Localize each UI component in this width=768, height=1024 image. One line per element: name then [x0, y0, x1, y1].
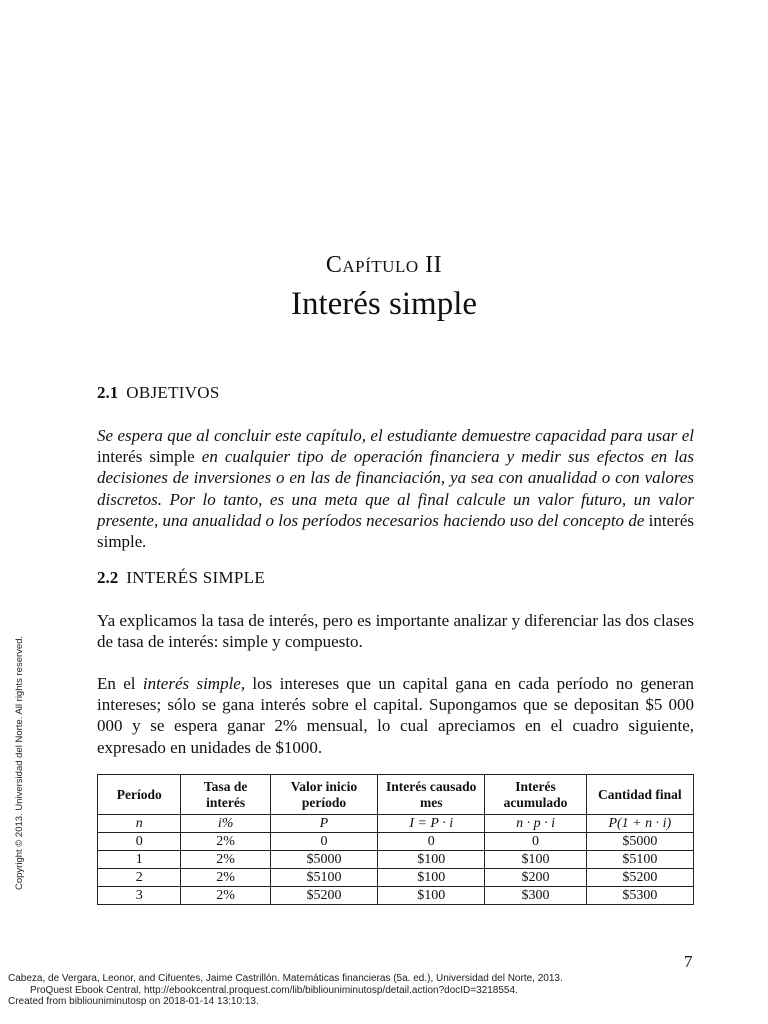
- table-cell: $100: [485, 851, 586, 869]
- table-cell: 3: [98, 887, 181, 905]
- table-cell: $200: [485, 869, 586, 887]
- footer-proquest-link: ProQuest Ebook Central, http://ebookcentral.proquest.com/lib/bibliouniminutosp/detail.action?docID=3218554.: [30, 985, 518, 996]
- header-periodo: Período: [98, 775, 181, 815]
- page-number: 7: [684, 952, 693, 971]
- en-el-text-1: En el: [97, 674, 143, 693]
- objetivos-term-2: interés simple: [97, 510, 694, 552]
- ya-explicamos-paragraph: Ya explicamos la tasa de interés, pero es importante analizar y diferenciar las dos clases de tasa de interés: simple y compuesto.: [97, 611, 694, 652]
- table-cell: 0: [270, 833, 377, 851]
- table-cell: $5000: [586, 833, 693, 851]
- header-cantidad-final: Cantidad final: [586, 775, 693, 815]
- table-cell: $100: [378, 887, 485, 905]
- side-copyright-notice: Copyright © 2013. Universidad del Norte. All rights reserved.: [14, 635, 25, 890]
- table-cell: n: [98, 815, 181, 833]
- table-cell: P(1 + n · i): [586, 815, 693, 833]
- objetivos-paragraph: [97, 425, 694, 552]
- interes-simple-paragraph: [97, 673, 694, 758]
- table-cell: 0: [378, 833, 485, 851]
- section-number: 2.1: [97, 383, 119, 402]
- header-interes-acumulado: Interés acumulado: [485, 775, 586, 815]
- table-cell: 2%: [181, 851, 270, 869]
- section-heading-objetivos: [97, 383, 220, 403]
- en-el-term: interés simple,: [142, 674, 246, 693]
- interest-table: [97, 774, 694, 905]
- table-cell: 2: [98, 869, 181, 887]
- table-cell: $5100: [586, 851, 693, 869]
- table-cell: $5200: [270, 887, 377, 905]
- table-cell: $5100: [270, 869, 377, 887]
- section-title: OBJETIVOS: [126, 383, 220, 402]
- table-cell: $5000: [270, 851, 377, 869]
- table-row: [98, 833, 694, 851]
- chapter-label: Capítulo II: [325, 252, 443, 278]
- objetivos-term-1: interés simple: [97, 447, 195, 467]
- table-row: [98, 851, 694, 869]
- footer-created: Created from bibliouniminutosp on 2018-01-14 13:10:13.: [8, 996, 259, 1007]
- table-row: [98, 869, 694, 887]
- objetivos-text-2: en cualquier tipo de operación financiera y medir sus efectos en las decisiones de inversiones o en las de financiación, ya sea con anualidad o con valores discretos. Por lo tanto, es una meta que al final calcule un valor futuro, un valor presente, una anualidad o los períodos necesarios haciendo uso del concepto de: [97, 447, 694, 530]
- table-cell: P: [270, 815, 377, 833]
- table-header-row: [98, 775, 694, 815]
- table-cell: $100: [378, 851, 485, 869]
- section-title: INTERÉS SIMPLE: [126, 568, 266, 587]
- table-cell: I = P · i: [378, 815, 485, 833]
- table-cell: 2%: [181, 887, 270, 905]
- header-interes-causado: Interés causado mes: [378, 775, 485, 815]
- footer-citation: Cabeza, de Vergara, Leonor, and Cifuentes, Jaime Castrillón. Matemáticas financieras (5a. ed.), Universidad del Norte, 2013.: [8, 973, 563, 984]
- section-heading-interes-simple: [97, 568, 265, 588]
- table-cell: 1: [98, 851, 181, 869]
- table-cell: $100: [378, 869, 485, 887]
- table-cell: i%: [181, 815, 270, 833]
- header-tasa: Tasa de interés: [181, 775, 270, 815]
- table-cell: $5300: [586, 887, 693, 905]
- table-cell: 2%: [181, 833, 270, 851]
- table-symbol-row: [98, 815, 694, 833]
- table-cell: 2%: [181, 869, 270, 887]
- chapter-title: Interés simple: [290, 286, 478, 322]
- table-row: [98, 887, 694, 905]
- table-cell: $5200: [586, 869, 693, 887]
- objetivos-text-1: Se espera que al concluir este capítulo, el estudiante demuestre capacidad para usar el: [97, 426, 694, 445]
- table-cell: n · p · i: [485, 815, 586, 833]
- section-number: 2.2: [97, 568, 119, 587]
- objetivos-text-3: .: [142, 532, 147, 552]
- header-valor-inicio: Valor inicio período: [270, 775, 377, 815]
- table-cell: 0: [485, 833, 586, 851]
- table-cell: $300: [485, 887, 586, 905]
- en-el-text-2: los intereses que un capital gana en cada período no generan intereses; sólo se gana interés sobre el capital. Supongamos que se depositan $5 000 000 y se espera ganar 2% mensual, lo cual apreciamos en el cuadro siguiente, expresado en unidades de $1000.: [97, 674, 695, 757]
- table-cell: 0: [98, 833, 181, 851]
